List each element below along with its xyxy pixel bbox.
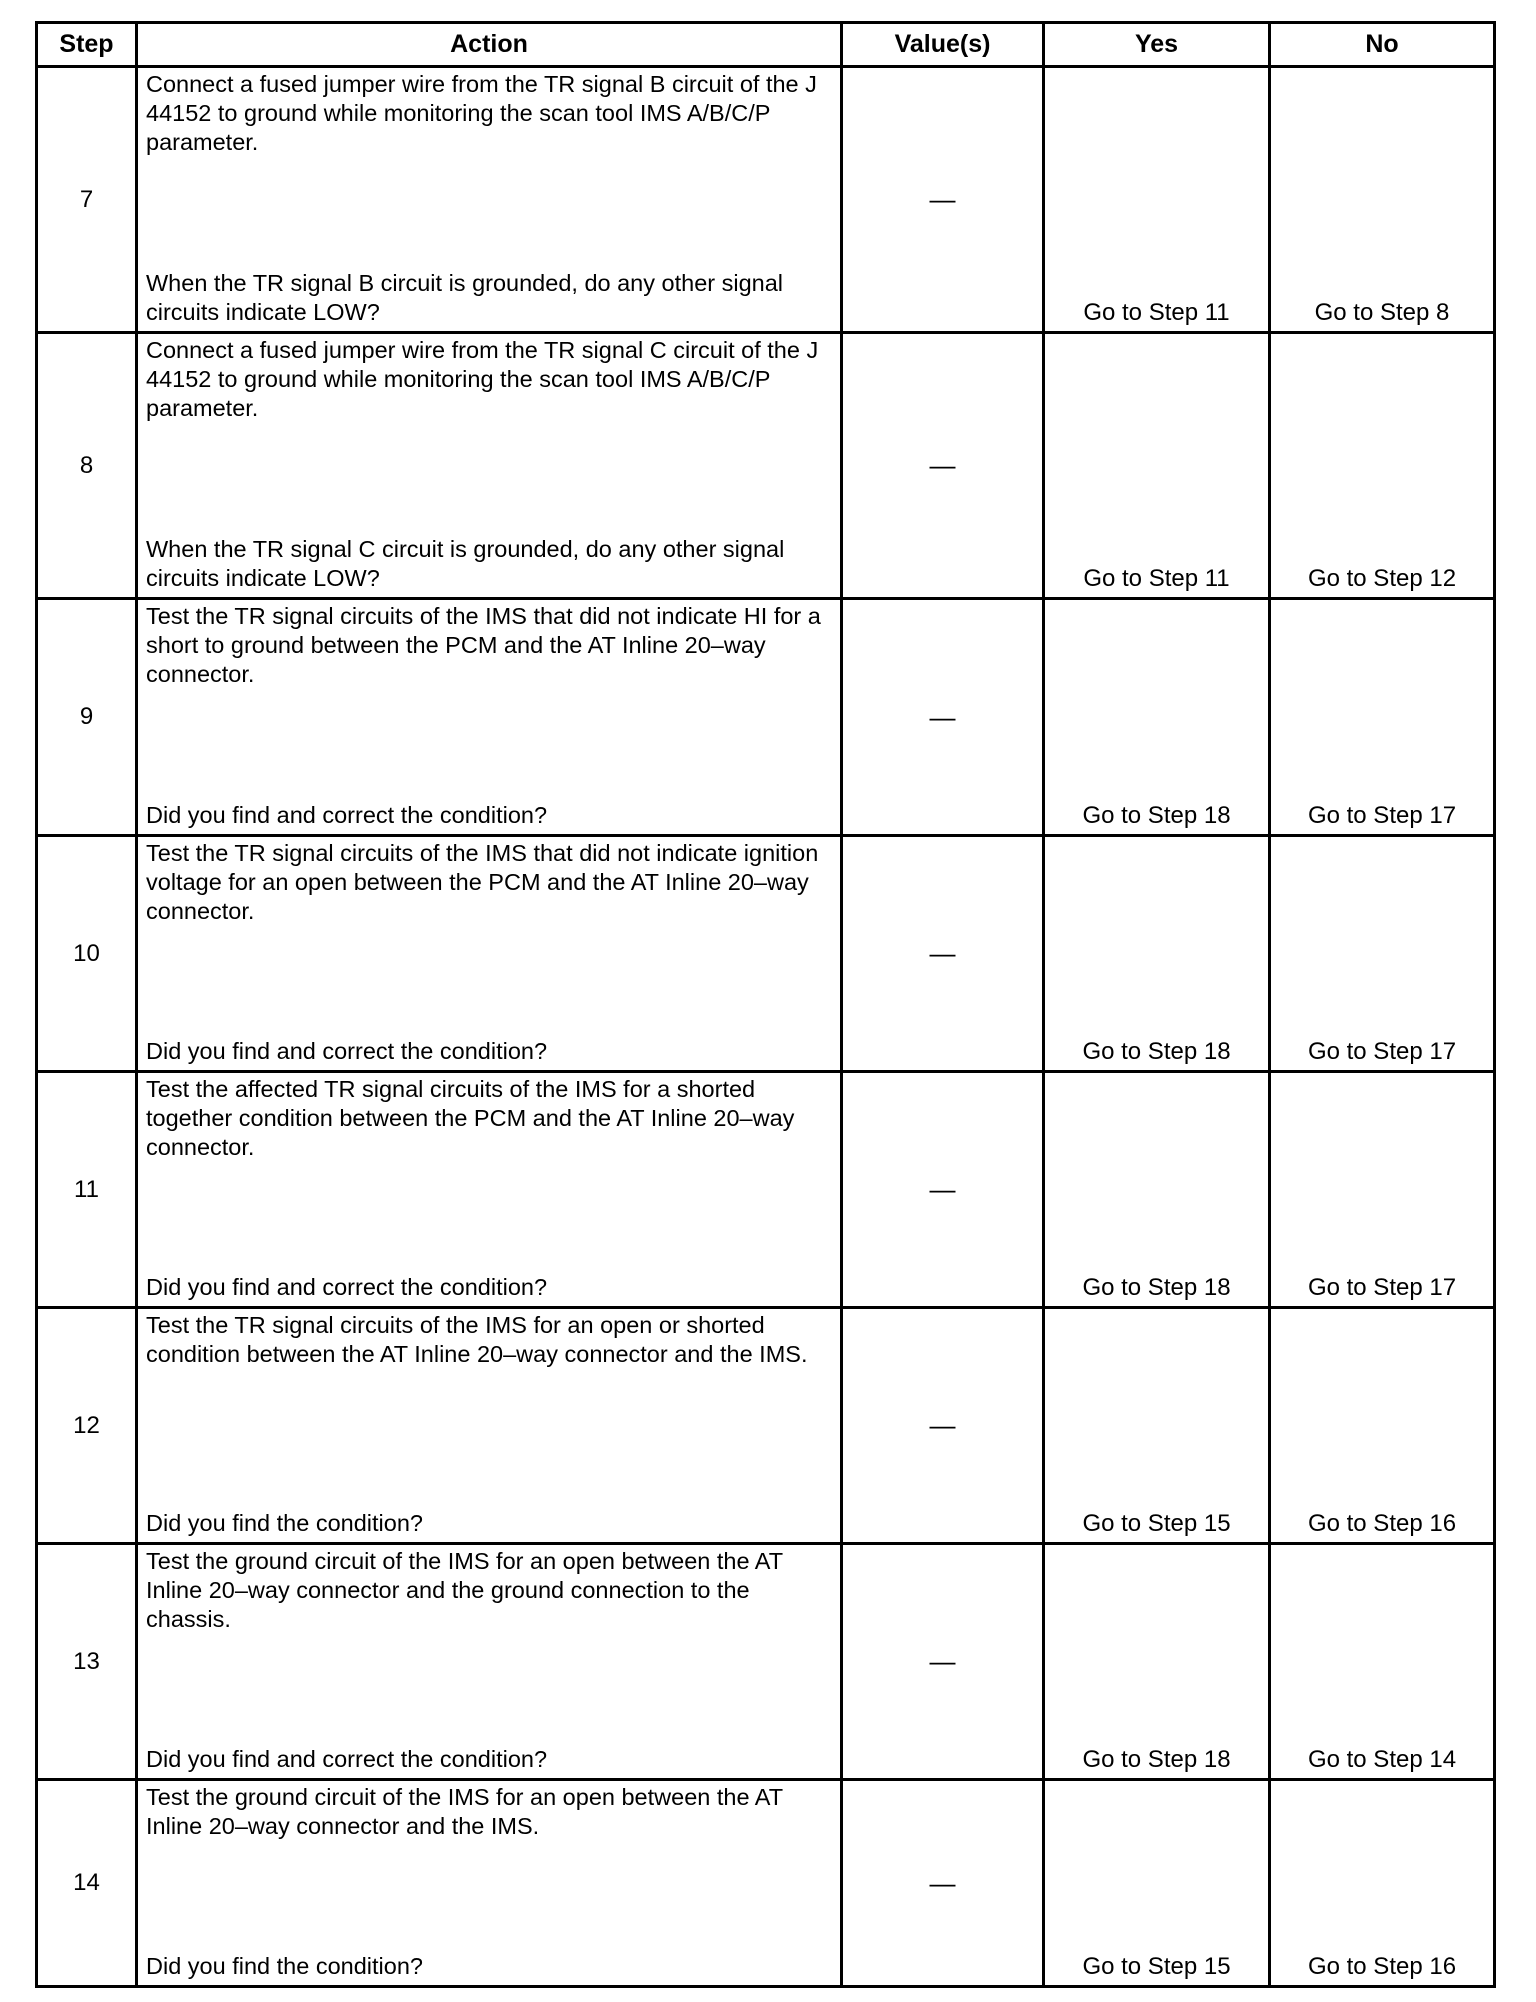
action-question: Did you find and correct the condition?: [146, 1746, 548, 1772]
no-cell: Go to Step 16: [1270, 1308, 1495, 1544]
yes-cell: Go to Step 15: [1044, 1780, 1270, 1987]
step-number: 10: [37, 836, 137, 1072]
yes-cell: Go to Step 15: [1044, 1308, 1270, 1544]
action-question: Did you find the condition?: [146, 1953, 423, 1979]
header-yes: Yes: [1044, 23, 1270, 67]
no-cell: Go to Step 17: [1270, 599, 1495, 836]
step-number: 12: [37, 1308, 137, 1544]
step-number: 8: [37, 333, 137, 599]
step-number: 14: [37, 1780, 137, 1987]
header-action: Action: [137, 23, 842, 67]
header-step: Step: [37, 23, 137, 67]
action-cell: [137, 599, 842, 836]
action-question: Did you find and correct the condition?: [146, 1274, 548, 1300]
step-number: 9: [37, 599, 137, 836]
diagnostic-steps-table: [35, 21, 1496, 1988]
value-cell: —: [842, 1780, 1044, 1987]
table-row: [37, 1072, 1495, 1308]
action-cell: [137, 1072, 842, 1308]
action-cell: [137, 1780, 842, 1987]
action-question: When the TR signal B circuit is grounded, do any other signal circuits indicate LOW?: [146, 270, 784, 325]
step-number: 11: [37, 1072, 137, 1308]
header-values: Value(s): [842, 23, 1044, 67]
action-text: Test the TR signal circuits of the IMS that did not indicate ignition voltage for an open between the PCM and the AT Inline 20–way connector.: [146, 840, 819, 924]
table-row: [37, 599, 1495, 836]
action-question: Did you find the condition?: [146, 1510, 423, 1536]
table-row: [37, 1308, 1495, 1544]
action-question: Did you find and correct the condition?: [146, 802, 548, 828]
action-question: When the TR signal C circuit is grounded, do any other signal circuits indicate LOW?: [146, 536, 785, 591]
action-cell: [137, 1308, 842, 1544]
value-cell: —: [842, 1544, 1044, 1780]
action-text: Connect a fused jumper wire from the TR signal C circuit of the J 44152 to ground while monitoring the scan tool IMS A/B/C/P parameter.: [146, 337, 819, 421]
yes-cell: Go to Step 11: [1044, 67, 1270, 333]
no-cell: Go to Step 17: [1270, 836, 1495, 1072]
value-cell: —: [842, 599, 1044, 836]
yes-cell: Go to Step 18: [1044, 599, 1270, 836]
action-text: Test the affected TR signal circuits of the IMS for a shorted together condition between the PCM and the AT Inline 20–way connector.: [146, 1076, 795, 1160]
no-cell: Go to Step 12: [1270, 333, 1495, 599]
value-cell: —: [842, 67, 1044, 333]
value-cell: —: [842, 333, 1044, 599]
value-cell: —: [842, 836, 1044, 1072]
step-number: 7: [37, 67, 137, 333]
yes-cell: Go to Step 11: [1044, 333, 1270, 599]
action-cell: [137, 333, 842, 599]
table-row: [37, 1544, 1495, 1780]
action-text: Test the ground circuit of the IMS for an open between the AT Inline 20–way connector and the IMS.: [146, 1784, 783, 1839]
yes-cell: Go to Step 18: [1044, 1072, 1270, 1308]
action-text: Test the ground circuit of the IMS for an open between the AT Inline 20–way connector and the ground connection to the chassis.: [146, 1548, 783, 1632]
action-text: Connect a fused jumper wire from the TR signal B circuit of the J 44152 to ground while monitoring the scan tool IMS A/B/C/P parameter.: [146, 71, 817, 155]
table-row: [37, 836, 1495, 1072]
action-text: Test the TR signal circuits of the IMS for an open or shorted condition between the AT Inline 20–way connector and the IMS.: [146, 1312, 808, 1367]
value-cell: —: [842, 1308, 1044, 1544]
yes-cell: Go to Step 18: [1044, 1544, 1270, 1780]
action-question: Did you find and correct the condition?: [146, 1038, 548, 1064]
action-text: Test the TR signal circuits of the IMS that did not indicate HI for a short to ground between the PCM and the AT Inline 20–way connector.: [146, 603, 821, 687]
no-cell: Go to Step 17: [1270, 1072, 1495, 1308]
no-cell: Go to Step 16: [1270, 1780, 1495, 1987]
action-cell: [137, 836, 842, 1072]
table-row: [37, 1780, 1495, 1987]
action-cell: [137, 67, 842, 333]
action-cell: [137, 1544, 842, 1780]
step-number: 13: [37, 1544, 137, 1780]
yes-cell: Go to Step 18: [1044, 836, 1270, 1072]
value-cell: —: [842, 1072, 1044, 1308]
no-cell: Go to Step 8: [1270, 67, 1495, 333]
no-cell: Go to Step 14: [1270, 1544, 1495, 1780]
table-header-row: [37, 23, 1495, 67]
table-row: [37, 67, 1495, 333]
header-no: No: [1270, 23, 1495, 67]
table-row: [37, 333, 1495, 599]
